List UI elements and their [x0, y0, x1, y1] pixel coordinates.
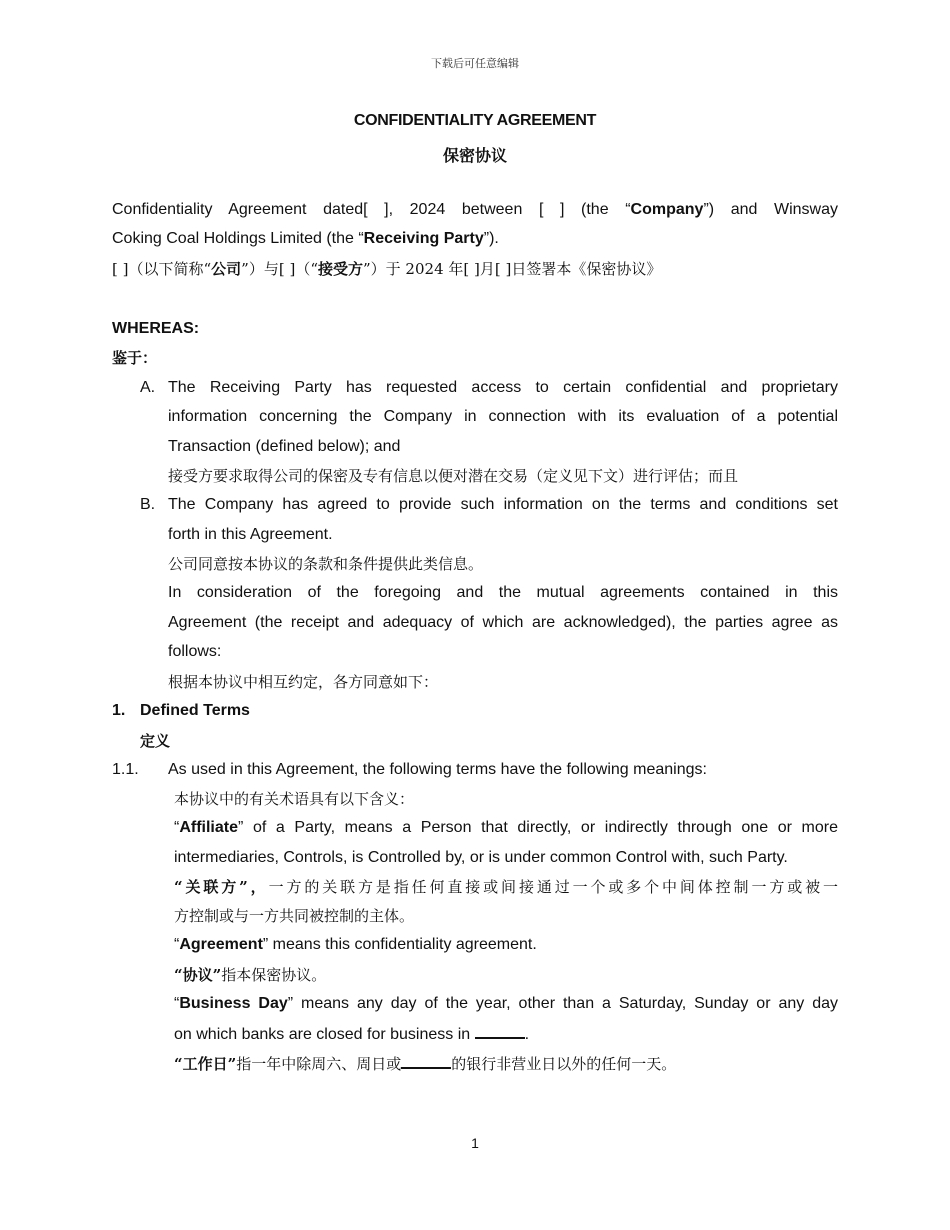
whereas-heading-cn: 鉴于：: [112, 349, 158, 367]
def-business-day-line-2: [174, 1023, 529, 1045]
intro-text: ”) and Winsway: [703, 201, 839, 218]
quote-mark: “: [174, 995, 180, 1012]
recital-b-marker: B.: [140, 496, 156, 513]
def-agreement: [174, 935, 537, 955]
def-agreement-cn: [174, 965, 326, 985]
recital-b-cn: 公司同意按本协议的条款和条件提供此类信息。: [168, 555, 484, 573]
def-text: on which banks are closed for business in: [174, 1026, 471, 1043]
consideration-cn: 根据本协议中相互约定，各方同意如下：: [168, 673, 439, 691]
intro-text: Coking Coal Holdings Limited (the “: [112, 230, 364, 247]
header-note: 下载后可任意编辑: [431, 57, 519, 70]
recital-a-cn: 接受方要求取得公司的保密及专有信息以便对潜在交易（定义见下文）进行评估；而且: [168, 467, 739, 485]
def-cn-text: 指一年中除周六、周日或: [236, 1055, 402, 1073]
def-text: ” means this confidentiality agreement.: [262, 936, 537, 953]
clause-1-1-text: As used in this Agreement, the following terms have the following meanings:: [168, 761, 707, 778]
intro-cn-text: ”）于 2024 年[ ]月[ ]日签署本《保密协议》: [363, 260, 662, 278]
recital-b-line-1: The Company has agreed to provide such information on the terms and conditions set: [168, 496, 838, 513]
intro-line-2: [112, 229, 499, 249]
def-cn-text: 一方的关联方是指任何直接或间接通过一个或多个中间体控制一方或被一: [268, 878, 838, 896]
def-cn-text: 指本保密协议。: [221, 966, 327, 984]
consideration-line-1: In consideration of the foregoing and the mutual agreements contained in this: [168, 584, 838, 601]
def-business-day-cn: [174, 1053, 676, 1074]
section-1-heading: Defined Terms: [140, 702, 250, 719]
section-1-heading-cn: 定义: [140, 732, 171, 750]
recital-a-line-3: Transaction (defined below); and: [168, 438, 401, 455]
def-affiliate-cn-line-2: 方控制或与一方共同被控制的主体。: [174, 907, 415, 925]
def-affiliate-line-2: intermediaries, Controls, is Controlled by, or is under common Control with, such Party.: [174, 849, 788, 866]
intro-line-cn: [112, 259, 661, 279]
recital-a-line-2: information concerning the Company in connection with its evaluation of a potential: [168, 408, 838, 425]
affiliate-term: Affiliate: [179, 819, 238, 836]
company-term-cn: 公司: [211, 260, 242, 278]
quote-mark: “: [174, 936, 180, 953]
def-cn-text: 的银行非营业日以外的任何一天。: [451, 1055, 677, 1073]
def-text: .: [524, 1026, 530, 1043]
recital-a-line-1: The Receiving Party has requested access to certain confidential and proprietary: [168, 379, 838, 396]
def-business-day-line-1: [174, 994, 838, 1014]
intro-cn-text: ”）与[ ]（“: [241, 260, 318, 278]
quote-mark: “: [174, 819, 180, 836]
clause-1-1-number: 1.1.: [112, 761, 139, 778]
document-title-cn: 保密协议: [442, 148, 507, 165]
consideration-line-2: Agreement (the receipt and adequacy of which are acknowledged), the parties agree as: [168, 614, 838, 631]
consideration-line-3: follows:: [168, 643, 222, 660]
agreement-term: Agreement: [179, 936, 263, 953]
business-day-term: Business Day: [179, 995, 288, 1012]
intro-text: ”).: [483, 230, 499, 247]
agreement-term-cn: “协议”: [174, 966, 222, 984]
receiving-party-term: Receiving Party: [363, 230, 484, 247]
company-term: Company: [630, 201, 704, 218]
business-day-term-cn: “工作日”: [174, 1055, 237, 1073]
receiving-party-term-cn: 接受方: [317, 260, 363, 278]
affiliate-term-cn: “关联方”，: [174, 878, 269, 896]
blank-underline: [401, 1053, 451, 1069]
whereas-heading: WHEREAS:: [112, 320, 200, 337]
clause-1-1-cn: 本协议中的有关术语具有以下含义：: [174, 790, 415, 808]
intro-text: Confidentiality Agreement dated[ ], 2024 between [ ] (the “: [112, 201, 631, 218]
def-affiliate-cn-line-1: [174, 877, 838, 897]
def-text: ” of a Party, means a Person that directly, or indirectly through one or more: [238, 819, 838, 836]
recital-a-marker: A.: [140, 379, 156, 396]
recital-b-line-2: forth in this Agreement.: [168, 526, 333, 543]
def-affiliate-line-1: [174, 818, 838, 838]
document-title: CONFIDENTIALITY AGREEMENT: [353, 112, 597, 129]
blank-underline: [475, 1023, 525, 1039]
def-text: ” means any day of the year, other than a Saturday, Sunday or any day: [287, 995, 839, 1012]
section-1-number: 1.: [112, 702, 126, 719]
page-number: 1: [471, 1135, 479, 1151]
intro-cn-text: [ ]（以下简称“: [112, 260, 212, 278]
intro-line-1: [112, 200, 838, 220]
